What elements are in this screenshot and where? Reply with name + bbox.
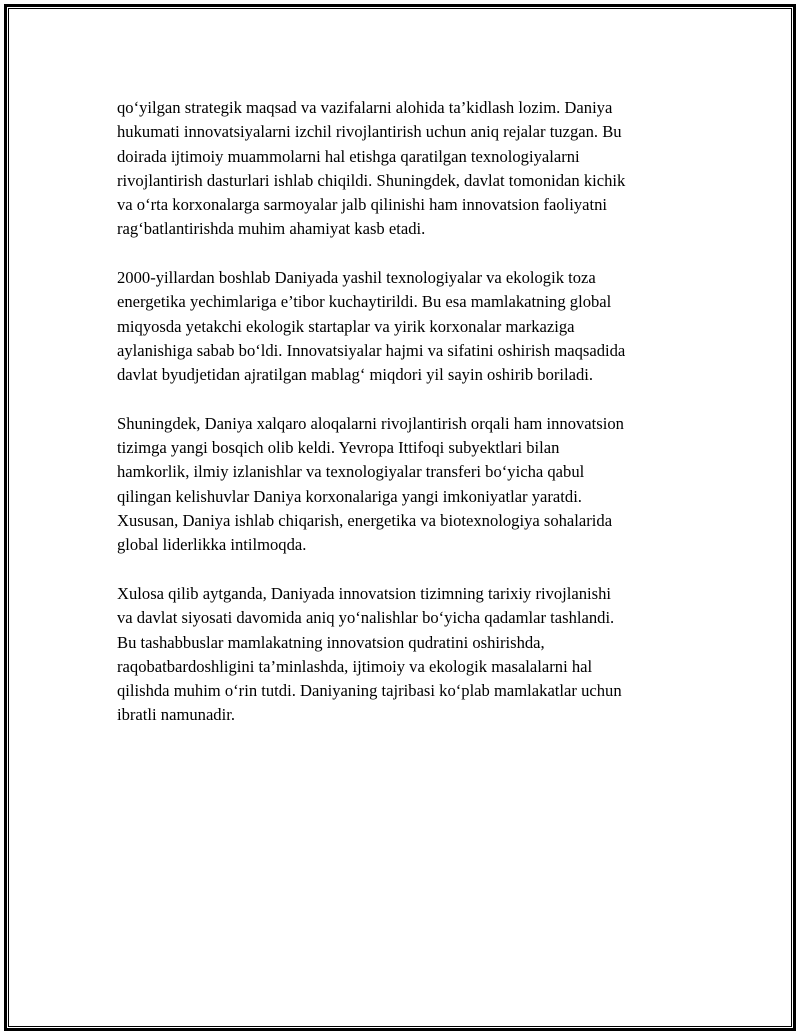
document-body (117, 96, 697, 752)
paragraph-1: qo‘yilgan strategik maqsad va vazifalarni alohida ta’kidlash lozim. Daniya hukumati innovatsiyalarni izchil rivojlantirish uchun aniq rejalar tuzgan. Bu doirada ijtimoiy muammolarni hal etishga qaratilgan texnologiyalarni rivojlantirish dasturlari ishlab chiqildi. Shuningdek, davlat tomonidan kichik va o‘rta korxonalarga sarmoyalar jalb qilinishi ham innovatsion faoliyatni rag‘batlantirishda muhim ahamiyat kasb etadi. (117, 98, 626, 239)
paragraph-4: Xulosa qilib aytganda, Daniyada innovatsion tizimning tarixiy rivojlanishi va davlat siyosati davomida aniq yo‘nalishlar bo‘yicha qadamlar tashlandi. Bu tashabbuslar mamlakatning innovatsion qudratini oshirishda, raqobatbardoshligini ta’minlashda, ijtimoiy va ekologik masalalarni hal qilishda muhim o‘rin tutdi. Daniyaning tajribasi ko‘plab mamlakatlar uchun ibratli namunadir. (117, 583, 622, 725)
paragraph-2: 2000-yillardan boshlab Daniyada yashil texnologiyalar va ekologik toza energetika yechimlariga e’tibor kuchaytirildi. Bu esa mamlakatning global miqyosda yetakchi ekologik startaplar va yirik korxonalar markaziga aylanishiga sabab bo‘ldi. Innovatsiyalar hajmi va sifatini oshirish maqsadida davlat byudjetidan ajratilgan mablag‘ miqdori yil sayin oshirib boriladi. (117, 268, 626, 385)
paragraph-3: Shuningdek, Daniya xalqaro aloqalarni rivojlantirish orqali ham innovatsion tizimga yangi bosqich olib keldi. Yevropa Ittifoqi subyektlari bilan hamkorlik, ilmiy izlanishlar va texnologiyalar transferi bo‘yicha qabul qilingan kelishuvlar Daniya korxonalariga yangi imkoniyatlar yaratdi. Xususan, Daniya ishlab chiqarish, energetika va biotexnologiya sohalarida global liderlikka intilmoqda. (117, 413, 624, 555)
